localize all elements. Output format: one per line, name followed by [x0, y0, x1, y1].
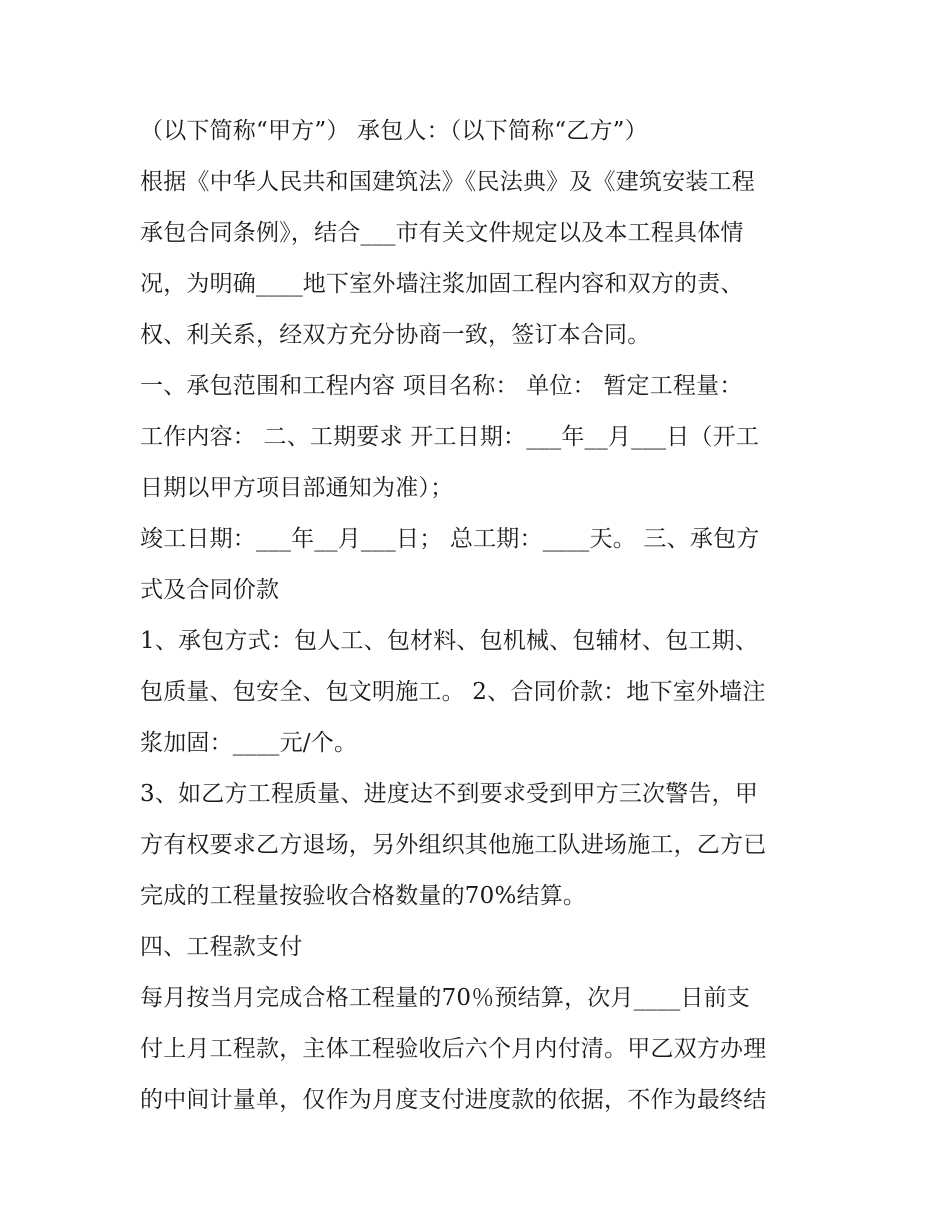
- text-line: 方有权要求乙方退场，另外组织其他施工队进场施工，乙方已: [140, 832, 767, 858]
- text-line: 承包合同条例》，结合___市有关文件规定以及本工程具体情: [140, 220, 744, 246]
- text-line: 完成的工程量按验收合格数量的70%结算。: [140, 883, 587, 909]
- contract-text-body: [140, 106, 820, 1126]
- text-line: 1、承包方式：包人工、包材料、包机械、包辅材、包工期、: [140, 628, 759, 654]
- text-line: 工作内容： 二、工期要求 开工日期：___年__月___日（开工: [140, 424, 760, 450]
- text-line: （以下简称“甲方”） 承包人：（以下简称“乙方”）: [140, 118, 648, 144]
- text-line: 式及合同价款: [140, 577, 280, 603]
- section-heading-payment: 四、工程款支付: [140, 934, 303, 960]
- text-line: 况，为明确____地下室外墙注浆加固工程内容和双方的责、: [140, 271, 744, 297]
- text-line: 每月按当月完成合格工程量的70％预结算，次月____日前支: [140, 985, 751, 1011]
- text-line: 权、利关系，经双方充分协商一致，签订本合同。: [140, 322, 651, 348]
- text-line: 付上月工程款，主体工程验收后六个月内付清。甲乙双方办理: [140, 1036, 767, 1062]
- text-line: 日期以甲方项目部通知为准）；: [140, 475, 454, 501]
- text-line: 浆加固：____元/个。: [140, 730, 358, 756]
- text-line: 3、如乙方工程质量、进度达不到要求受到甲方三次警告，甲: [140, 781, 759, 807]
- text-line: 竣工日期：___年__月___日； 总工期：____天。 三、承包方: [140, 526, 760, 552]
- text-line: 根据《中华人民共和国建筑法》《民法典》及《建筑安装工程: [140, 169, 755, 195]
- section-heading-scope: 一、承包范围和工程内容 项目名称： 单位： 暂定工程量：: [140, 373, 743, 399]
- text-line: 的中间计量单，仅作为月度支付进度款的依据，不作为最终结: [140, 1087, 767, 1113]
- text-line: 包质量、包安全、包文明施工。 2、合同价款：地下室外墙注: [140, 679, 766, 705]
